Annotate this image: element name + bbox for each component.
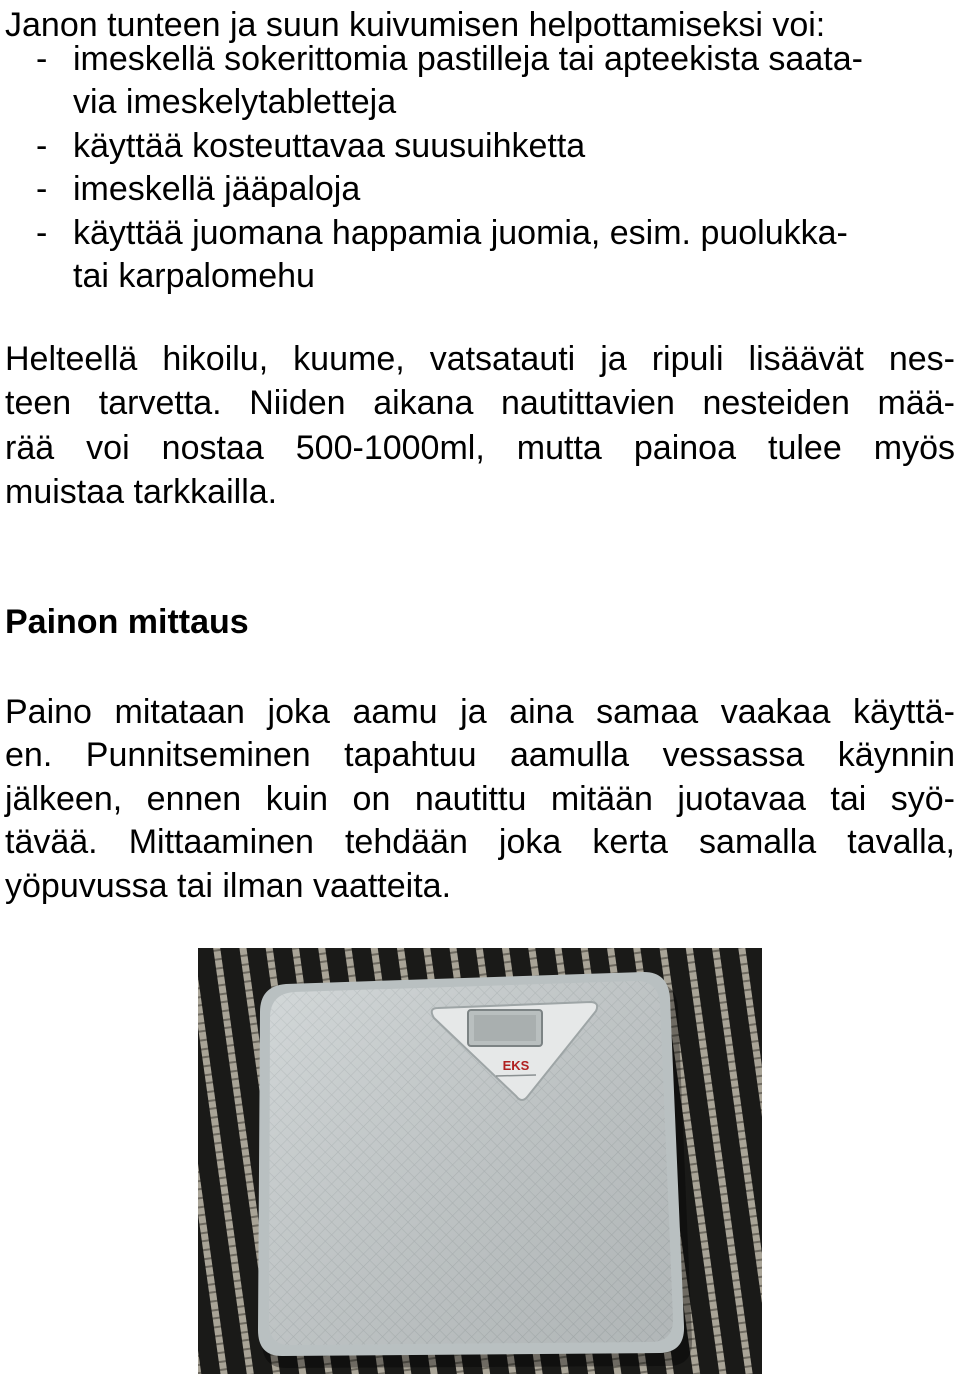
bullet-text: käyttää juomana happamia juomia, esim. puolukka-	[73, 214, 848, 252]
fluids-line-4: muistaa tarkkailla.	[5, 473, 278, 511]
bathroom-scale-photo	[198, 948, 762, 1374]
bullet-dash: -	[36, 127, 48, 165]
fluids-line-3: rää voi nostaa 500-1000ml, mutta painoa tulee myös	[5, 429, 955, 467]
fluids-line-1: Helteellä hikoilu, kuume, vatsatauti ja ripuli lisäävät nes-	[5, 340, 955, 378]
brand-underline	[496, 1075, 536, 1076]
bullet-text: käyttää kosteuttavaa suusuihketta	[73, 127, 586, 165]
section-heading: Painon mittaus	[5, 603, 249, 641]
list-item-continuation: via imeskelytabletteja	[73, 83, 397, 121]
list-item-continuation: tai karpalomehu	[73, 257, 315, 295]
bullet-dash: -	[36, 40, 48, 78]
bullet-dash: -	[36, 170, 48, 208]
bullet-text: imeskellä jääpaloja	[73, 170, 361, 208]
bullet-dash: -	[36, 214, 48, 252]
weighing-line-3: jälkeen, ennen kuin on nautittu mitään juotavaa tai syö-	[5, 780, 955, 818]
list-item	[36, 37, 863, 81]
weighing-line-2: en. Punnitseminen tapahtuu aamulla vessassa käynnin	[5, 736, 955, 774]
brand-logo: EKS	[502, 1058, 530, 1073]
list-item	[36, 167, 360, 211]
intro-lead: Janon tunteen ja suun kuivumisen helpottamiseksi voi:	[5, 6, 826, 44]
weighing-line-1: Paino mitataan joka aamu ja aina samaa vaakaa käyttä-	[5, 693, 955, 731]
lcd-screen	[474, 1015, 536, 1041]
weighing-line-4: tävää. Mittaaminen tehdään joka kerta samalla tavalla,	[5, 823, 955, 861]
bullet-text: imeskellä sokerittomia pastilleja tai apteekista saata-	[73, 40, 863, 78]
list-item	[36, 211, 848, 255]
fluids-line-2: teen tarvetta. Niiden aikana nautittavien nesteiden mää-	[5, 384, 955, 422]
weighing-line-5: yöpuvussa tai ilman vaatteita.	[5, 867, 452, 905]
list-item	[36, 124, 585, 168]
